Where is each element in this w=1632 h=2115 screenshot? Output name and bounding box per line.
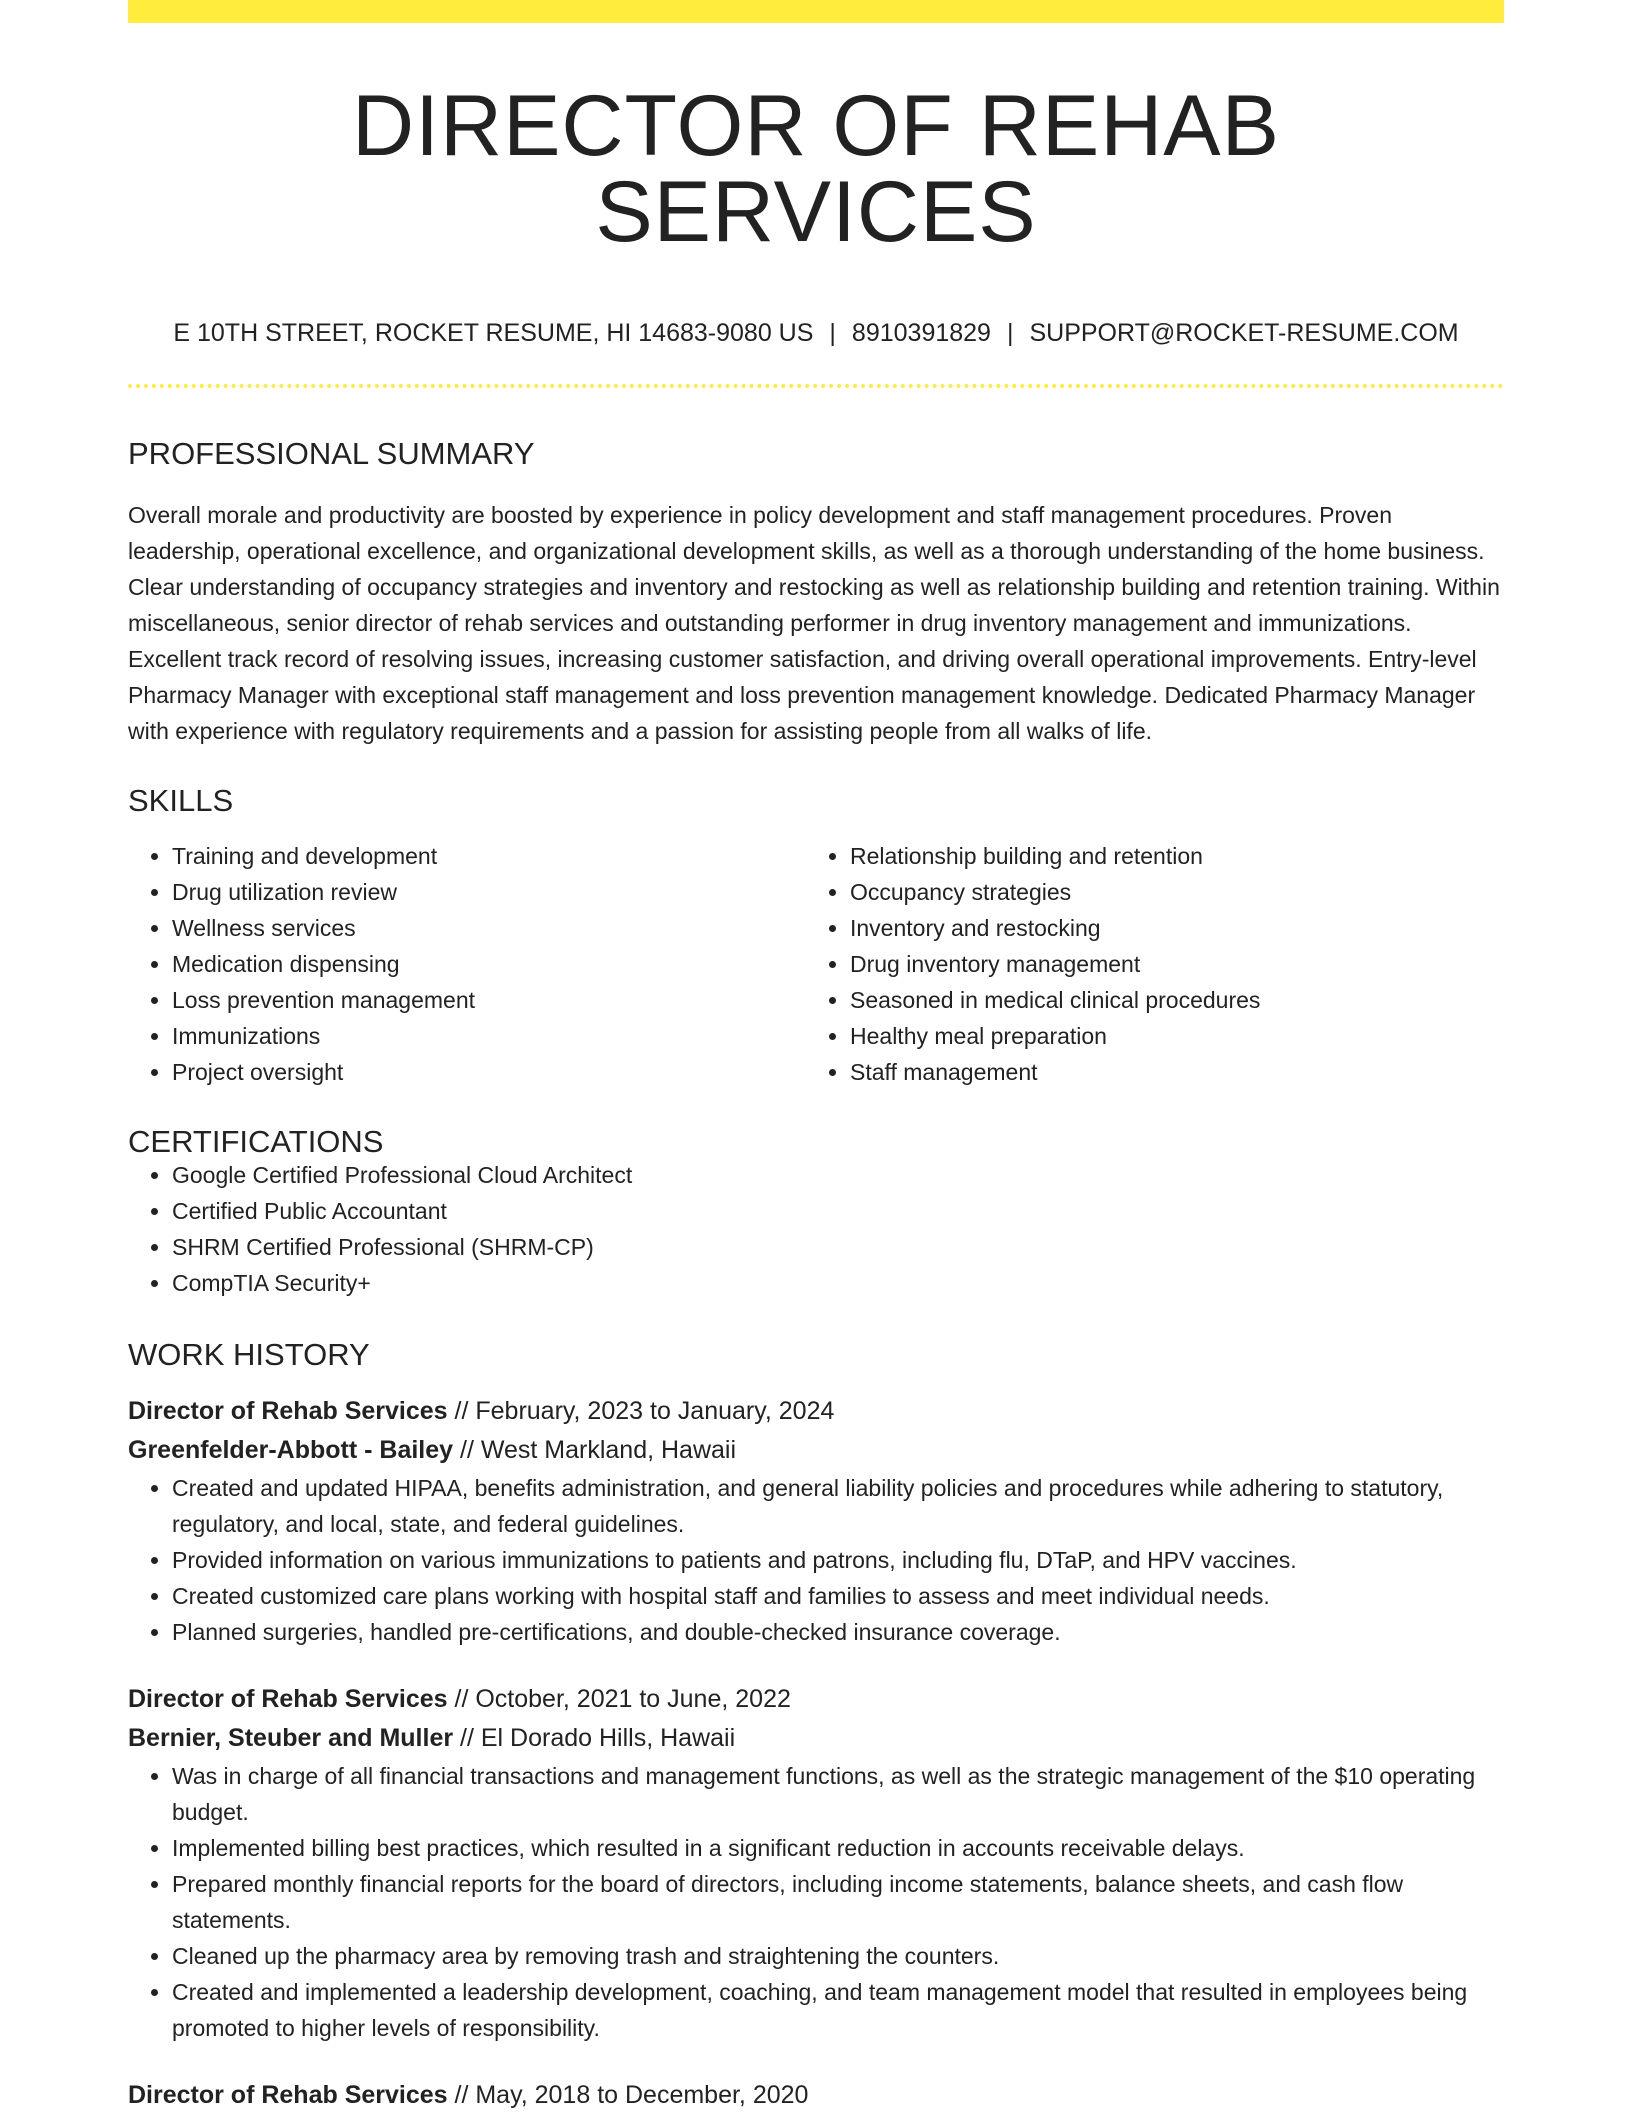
certifications-heading: CERTIFICATIONS xyxy=(128,1124,384,1159)
skills-grid xyxy=(128,838,1504,1090)
skills-column-right xyxy=(806,838,1484,1090)
resume-page xyxy=(128,0,1504,2115)
contact-phone: 8910391829 xyxy=(851,319,991,347)
contact-separator: | xyxy=(829,319,836,347)
skill-item: • Drug inventory management xyxy=(850,946,1484,982)
skill-item: • Training and development xyxy=(172,838,806,874)
job-bullet: • Implemented billing best practices, which resulted in a significant reduction in accounts receivable delays. xyxy=(172,1830,1504,1866)
work-history-heading: WORK HISTORY xyxy=(128,1337,370,1372)
job-role: Director of Rehab Services xyxy=(128,1685,448,1713)
summary-text: Overall morale and productivity are boosted by experience in policy development and staff management procedures. Proven leadership, operational excellence, and organizational development skills, as well as a thorough understanding of the home business. Clear understanding of occupancy strategies and inventory and restocking as well as relationship building and retention training. Within miscellaneous, senior director of rehab services and outstanding performer in drug inventory management and immunizations. Excellent track record of resolving issues, increasing customer satisfaction, and driving overall operational improvements. Entry-level Pharmacy Manager with exceptional staff management and loss prevention management knowledge. Dedicated Pharmacy Manager with experience with regulatory requirements and a passion for assisting people from all walks of life. xyxy=(128,502,1500,744)
top-accent-bar xyxy=(128,0,1504,23)
job-role-line xyxy=(128,1680,1504,1719)
job-role-line xyxy=(128,2076,1504,2115)
skill-item: • Occupancy strategies xyxy=(850,874,1484,910)
job-bullet: • Created and implemented a leadership development, coaching, and team management model that resulted in employees being promoted to higher levels of responsibility. xyxy=(172,1974,1504,2046)
contact-line xyxy=(128,321,1504,346)
skill-item: • Loss prevention management xyxy=(172,982,806,1018)
header-divider xyxy=(128,384,1504,388)
certification-item: • Certified Public Accountant xyxy=(172,1193,1504,1229)
skill-item: • Relationship building and retention xyxy=(850,838,1484,874)
job-dates: // May, 2018 to December, 2020 xyxy=(447,2081,809,2109)
job-bullet: • Planned surgeries, handled pre-certifications, and double-checked insurance coverage. xyxy=(172,1614,1504,1650)
job-location: // El Dorado Hills, Hawaii xyxy=(453,1724,736,1752)
skills-list-left xyxy=(128,838,806,1090)
job-bullets xyxy=(128,1758,1504,2046)
job-dates: // February, 2023 to January, 2024 xyxy=(447,1397,835,1425)
resume-title: DIRECTOR OF REHAB SERVICES xyxy=(351,78,1281,260)
skill-item: • Project oversight xyxy=(172,1054,806,1090)
summary-heading: PROFESSIONAL SUMMARY xyxy=(128,436,535,471)
contact-address: E 10TH STREET, ROCKET RESUME, HI 14683-9080 US xyxy=(173,319,814,347)
job-bullet: • Was in charge of all financial transactions and management functions, as well as the strategic management of the $10 operating budget. xyxy=(172,1758,1504,1830)
skills-list-right xyxy=(806,838,1484,1090)
job-bullet: • Created customized care plans working with hospital staff and families to assess and meet individual needs. xyxy=(172,1578,1504,1614)
job-bullet: • Cleaned up the pharmacy area by removing trash and straightening the counters. xyxy=(172,1938,1504,1974)
job-location: // West Markland, Hawaii xyxy=(453,1436,737,1464)
skill-item: • Wellness services xyxy=(172,910,806,946)
job-entry xyxy=(128,1392,1504,1650)
job-role-line xyxy=(128,1392,1504,1431)
certification-item: • CompTIA Security+ xyxy=(172,1265,1504,1301)
contact-email: SUPPORT@ROCKET-RESUME.COM xyxy=(1029,319,1459,347)
job-company: Bernier, Steuber and Muller xyxy=(128,1724,454,1752)
job-company: Greenfelder-Abbott - Bailey xyxy=(128,1436,454,1464)
job-bullet: • Provided information on various immunizations to patients and patrons, including flu, DTaP, and HPV vaccines. xyxy=(172,1542,1504,1578)
job-role: Director of Rehab Services xyxy=(128,2081,448,2109)
certification-item: • Google Certified Professional Cloud Architect xyxy=(172,1157,1504,1193)
skill-item: • Healthy meal preparation xyxy=(850,1018,1484,1054)
job-bullets xyxy=(128,1470,1504,1650)
skill-item: • Immunizations xyxy=(172,1018,806,1054)
certifications-list xyxy=(128,1157,1504,1301)
job-company-line xyxy=(128,1719,1504,1758)
job-entry xyxy=(128,2076,1504,2115)
job-company-line xyxy=(128,1431,1504,1470)
job-dates: // October, 2021 to June, 2022 xyxy=(447,1685,791,1713)
skill-item: • Inventory and restocking xyxy=(850,910,1484,946)
skill-item: • Seasoned in medical clinical procedures xyxy=(850,982,1484,1018)
job-bullet: • Prepared monthly financial reports for the board of directors, including income statements, balance sheets, and cash flow statements. xyxy=(172,1866,1504,1938)
contact-separator: | xyxy=(1006,319,1014,347)
job-entry xyxy=(128,1680,1504,2046)
skills-heading: SKILLS xyxy=(128,783,234,818)
skill-item: • Drug utilization review xyxy=(172,874,806,910)
certification-item: • SHRM Certified Professional (SHRM-CP) xyxy=(172,1229,1504,1265)
skill-item: • Medication dispensing xyxy=(172,946,806,982)
job-bullet: • Created and updated HIPAA, benefits administration, and general liability policies and procedures while adhering to statutory, regulatory, and local, state, and federal guidelines. xyxy=(172,1470,1504,1542)
job-role: Director of Rehab Services xyxy=(128,1397,448,1425)
skill-item: • Staff management xyxy=(850,1054,1484,1090)
skills-column-left xyxy=(128,838,806,1090)
